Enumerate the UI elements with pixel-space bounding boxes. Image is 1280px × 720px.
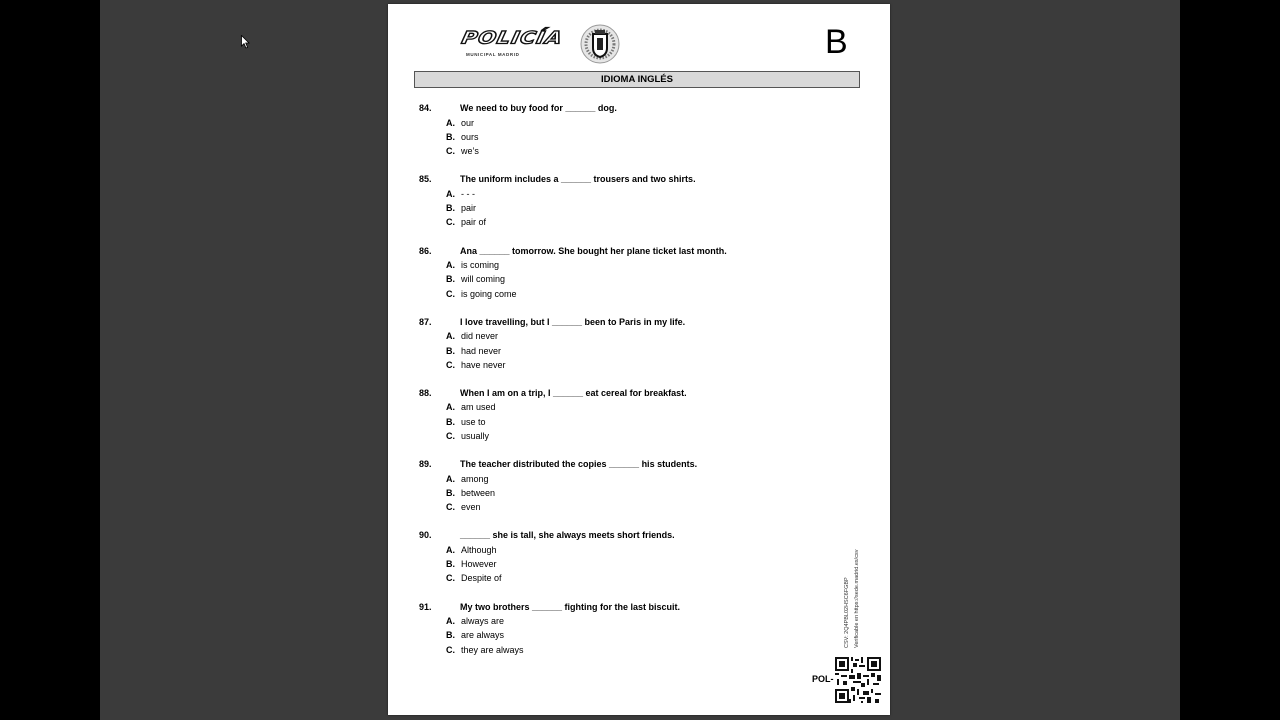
question-85: [419, 172, 819, 243]
option-letter: A.: [446, 331, 455, 342]
option-text: did never: [461, 331, 499, 342]
option-b: [419, 343, 819, 357]
document-page: [388, 4, 890, 715]
question-number: 87.: [419, 316, 432, 327]
option-a: [419, 543, 819, 557]
question-number: 86.: [419, 245, 432, 256]
option-letter: B.: [446, 131, 455, 142]
option-letter: B.: [446, 630, 455, 641]
option-text: always are: [461, 615, 505, 626]
option-letter: C.: [446, 644, 455, 655]
question-number: 88.: [419, 388, 432, 398]
option-text: we’s: [461, 146, 479, 157]
option-text: will coming: [461, 274, 506, 285]
option-b: [419, 415, 819, 429]
option-b: [419, 272, 819, 286]
question-number: 91.: [419, 601, 432, 612]
option-letter: A.: [446, 117, 455, 128]
logo-subtitle: MUNICIPAL MADRID: [466, 52, 520, 57]
option-text: Although: [461, 544, 497, 555]
option-text: our: [461, 117, 475, 128]
option-b: [419, 486, 819, 500]
option-letter: C.: [446, 359, 455, 370]
question-91: [419, 599, 819, 670]
option-letter: A.: [446, 615, 455, 626]
option-a: [419, 329, 819, 343]
option-text: ours: [461, 131, 479, 142]
option-text: have never: [461, 359, 506, 370]
question-text: When I am on a trip, I ______ eat cereal for breakfast.: [460, 388, 687, 398]
option-a: [419, 400, 819, 414]
csv-verify-url: Verificable en https://sede.madrid.es/csv: [854, 549, 860, 648]
option-a: [419, 258, 819, 272]
question-84: [419, 101, 819, 172]
option-letter: B.: [446, 416, 455, 427]
option-text: use to: [461, 416, 486, 427]
option-text: even: [461, 502, 481, 513]
csv-verification: [842, 523, 872, 648]
option-letter: B.: [446, 274, 455, 285]
question-text: My two brothers ______ fighting for the last biscuit.: [460, 601, 681, 612]
option-text: had never: [461, 345, 502, 356]
qr-code-icon: [835, 657, 881, 703]
question-text: The uniform includes a ______ trousers and two shirts.: [460, 174, 696, 185]
option-letter: B.: [446, 203, 455, 214]
option-a: [419, 187, 819, 201]
option-letter: C.: [446, 217, 455, 228]
option-text: they are always: [461, 644, 524, 655]
option-c: [419, 215, 819, 229]
option-text: between: [461, 487, 496, 498]
option-b: [419, 130, 819, 144]
question-number: 84.: [419, 103, 432, 114]
option-letter: B.: [446, 345, 455, 356]
question-text: We need to buy food for ______ dog.: [460, 103, 617, 114]
question-number: 85.: [419, 174, 432, 185]
option-text: is going come: [461, 288, 517, 299]
logo-wordmark: POLICÍA: [459, 28, 565, 48]
option-text: is coming: [461, 260, 500, 271]
option-letter: C.: [446, 146, 455, 157]
option-c: [419, 571, 819, 585]
option-letter: A.: [446, 473, 455, 484]
option-text: usually: [461, 430, 490, 441]
option-letter: A.: [446, 260, 455, 271]
option-b: [419, 557, 819, 571]
option-a: [419, 471, 819, 485]
option-letter: B.: [446, 487, 455, 498]
mouse-cursor-icon: [241, 35, 251, 49]
question-text: ______ she is tall, she always meets short friends.: [460, 530, 675, 541]
pol-label: POL-: [812, 674, 834, 684]
option-b: [419, 201, 819, 215]
option-c: [419, 358, 819, 372]
section-title: IDIOMA INGLÉS: [601, 74, 673, 85]
option-text: are always: [461, 630, 505, 641]
option-text: pair: [461, 203, 477, 214]
question-list: [419, 101, 819, 671]
question-text: I love travelling, but I ______ been to Paris in my life.: [460, 316, 686, 327]
question-text: Ana ______ tomorrow. She bought her plane ticket last month.: [460, 245, 727, 256]
option-letter: C.: [446, 502, 455, 513]
option-a: [419, 116, 819, 130]
question-89: [419, 457, 819, 528]
question-text: The teacher distributed the copies ______ his students.: [460, 459, 698, 470]
option-text: pair of: [461, 217, 487, 228]
option-letter: B.: [446, 559, 455, 570]
madrid-crest-icon: [580, 24, 620, 64]
option-letter: A.: [446, 544, 455, 555]
option-letter: C.: [446, 288, 455, 299]
option-text: among: [461, 473, 489, 484]
option-c: [419, 429, 819, 443]
csv-code: CSV: 2Q4PBL02HSC6FGBP: [844, 577, 850, 648]
question-86: [419, 243, 819, 314]
option-c: [419, 500, 819, 514]
option-letter: A.: [446, 402, 455, 413]
question-number: 89.: [419, 459, 432, 470]
option-text: - - -: [461, 188, 475, 199]
option-a: [419, 614, 819, 628]
option-letter: C.: [446, 430, 455, 441]
question-88: [419, 386, 819, 457]
option-letter: A.: [446, 188, 455, 199]
option-c: [419, 642, 819, 656]
policia-logo: [459, 24, 624, 64]
exam-version-letter: B: [825, 23, 848, 61]
section-title-bar: [414, 71, 860, 88]
option-c: [419, 286, 819, 300]
question-87: [419, 315, 819, 386]
question-90: [419, 528, 819, 599]
option-c: [419, 144, 819, 158]
option-letter: C.: [446, 573, 455, 584]
question-number: 90.: [419, 530, 432, 541]
option-text: However: [461, 559, 497, 570]
option-b: [419, 628, 819, 642]
option-text: Despite of: [461, 573, 502, 584]
option-text: am used: [461, 402, 496, 413]
